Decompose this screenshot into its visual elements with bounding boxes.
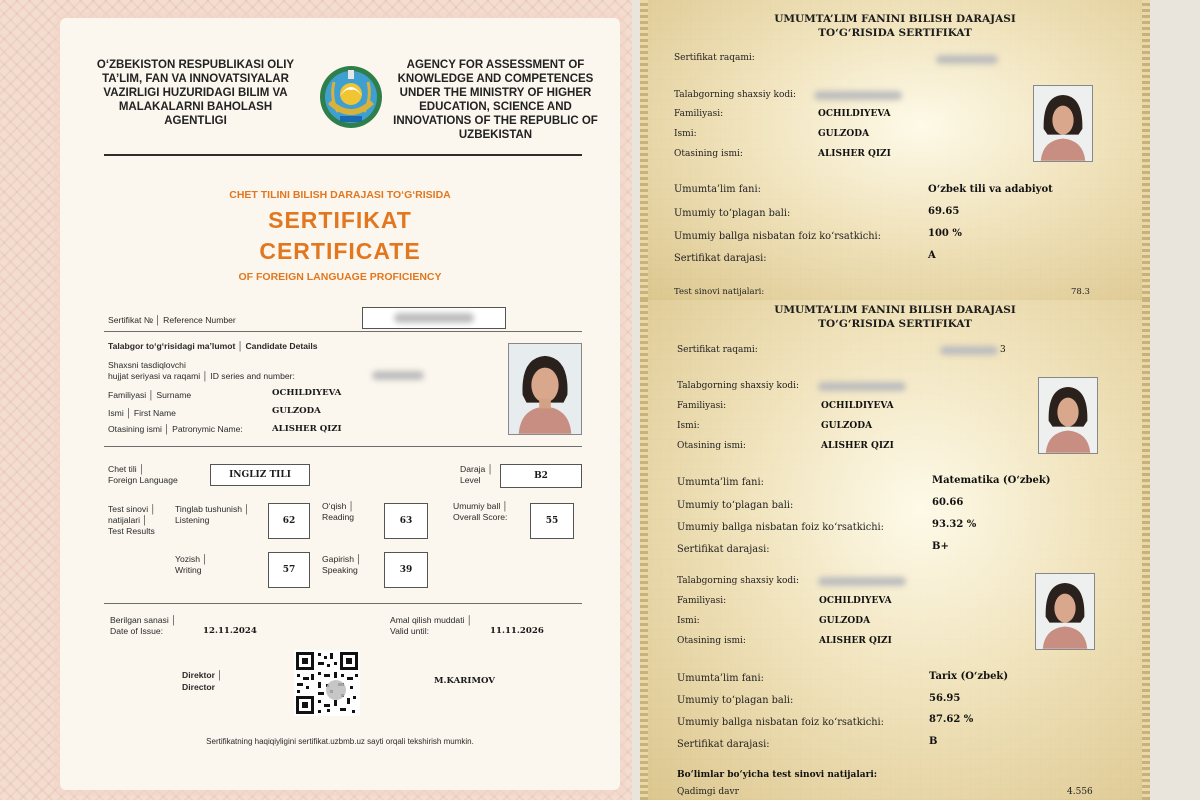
first-name-value: GULZODA [272, 406, 321, 416]
subject-label: Umumta’lim fani: [677, 477, 764, 488]
subject-value: Matematika (O‘zbek) [932, 475, 1051, 486]
certificate-title-line1: UMUMTA’LIM FANINI BILISH DARAJASI [774, 304, 1016, 316]
score-label: Umumiy to‘plagan bali: [674, 208, 791, 219]
surname-label: Familiyasi: [674, 109, 724, 119]
personal-code-redacted-history [818, 577, 906, 586]
percent-value-history: 87.62 % [929, 714, 974, 725]
name-value-history: GULZODA [819, 616, 871, 626]
certificate-title-line2: TO‘G‘RISIDA SERTIFIKAT [818, 318, 972, 330]
candidate-photo [1038, 377, 1098, 454]
reading-label-line2: Reading [322, 512, 355, 522]
score-value: 69.65 [928, 206, 960, 217]
personal-code-redacted [814, 91, 902, 100]
overall-label-line1: Umumiy ball │ [453, 501, 509, 511]
cert-number-label: Sertifikat raqami: [674, 53, 755, 63]
id-number-redacted [372, 371, 424, 380]
level-value: B+ [932, 541, 949, 552]
surname-label-history: Familiyasi: [677, 596, 727, 606]
certificate-subtitle-top: CHET TILINI BILISH DARAJASI TO‘G‘RISIDA [229, 189, 451, 201]
director-label-line1: Direktor │ [182, 670, 223, 680]
writing-score: 57 [268, 552, 310, 588]
language-label-line2: Foreign Language [108, 475, 178, 485]
level-value-history: B [929, 736, 938, 747]
valid-until-value: 11.11.2026 [490, 626, 544, 636]
header-uzbek: O‘ZBEKISTON RESPUBLIKASI OLIY TA’LIM, FAN VA INNOVATSIYALAR VAZIRLIGI HUZURIDAGI BILIM VA MALAKALARNI BAHOLASH AGENTLIGI [96, 59, 295, 127]
patronymic-label-history: Otasining ismi: [677, 636, 746, 646]
id-label-line2: hujjat seriyasi va raqami │ ID series and number: [108, 371, 295, 381]
patronymic-label: Otasining ismi: [677, 441, 746, 451]
speaking-score: 39 [384, 552, 428, 588]
subject-label-history: Umumta’lim fani: [677, 673, 764, 684]
first-name-label: Ismi │ First Name [108, 408, 176, 418]
verification-footer: Sertifikatning haqiqiyligini sertifikat.uzbmb.uz sayti orqali tekshirish mumkin. [206, 737, 474, 746]
surname-value: OCHILDIYEVA [272, 388, 342, 398]
language-label-line1: Chet tili │ [108, 464, 145, 474]
percent-value: 100 % [928, 228, 962, 239]
cert-number-redacted [940, 346, 998, 355]
director-label-line2: Director [182, 682, 215, 692]
valid-until-label-line2: Valid until: [390, 626, 430, 636]
listening-label-line2: Listening [175, 515, 210, 525]
patronymic-value: ALISHER QIZI [821, 441, 894, 451]
candidate-details-label: Talabgor to‘g‘risidagi ma’lumot │ Candidate Details [108, 341, 318, 351]
overall-label-line2: Overall Score: [453, 512, 508, 522]
sections-results-label: Bo‘limlar bo‘yicha test sinovi natijalari: [677, 770, 878, 780]
score-value-history: 56.95 [929, 693, 961, 704]
results-label-line2: natijalari │ [108, 515, 148, 525]
issue-date-value: 12.11.2024 [203, 626, 257, 636]
surname-label: Familiyasi: [677, 401, 727, 411]
reference-number-label: Sertifikat № │ Reference Number [108, 315, 236, 325]
subject-value-history: Tarix (O‘zbek) [929, 671, 1009, 682]
personal-code-label-history: Talabgorning shaxsiy kodi: [677, 576, 800, 586]
reading-score: 63 [384, 503, 428, 539]
issue-date-label-line2: Date of Issue: [110, 626, 164, 636]
surname-label: Familiyasi │ Surname [108, 390, 192, 400]
percent-value: 93.32 % [932, 519, 977, 530]
certificate-title-line2: TO‘G‘RISIDA SERTIFIKAT [818, 27, 972, 39]
percent-label-history: Umumiy ballga nisbatan foiz ko‘rsatkichi: [677, 717, 884, 728]
subject-certificate-uzbek-literature [640, 0, 1150, 300]
patronymic-value: ALISHER QIZI [818, 149, 891, 159]
percent-label: Umumiy ballga nisbatan foiz ko‘rsatkichi: [674, 231, 881, 242]
results-label-line3: Test Results [108, 526, 155, 536]
name-label: Ismi: [674, 129, 697, 139]
surname-value-history: OCHILDIYEVA [819, 596, 892, 606]
level-label-line2: Level [460, 475, 481, 485]
speaking-label-line1: Gapirish │ [322, 554, 362, 564]
candidate-photo [1033, 85, 1093, 162]
certificate-title-uz: SERTIFIKAT [268, 207, 412, 233]
issue-date-label-line1: Berilgan sanasi │ [110, 615, 177, 625]
patronymic-label: Otasining ismi: [674, 149, 743, 159]
name-label: Ismi: [677, 421, 700, 431]
state-emblem-icon [318, 64, 384, 130]
speaking-label-line2: Speaking [322, 565, 358, 575]
certificate-title-en: CERTIFICATE [259, 238, 421, 264]
listening-score: 62 [268, 503, 310, 539]
certificate-subtitle-bottom: OF FOREIGN LANGUAGE PROFICIENCY [238, 271, 442, 283]
surname-value: OCHILDIYEVA [821, 401, 894, 411]
certificate-title-line1: UMUMTA’LIM FANINI BILISH DARAJASI [774, 13, 1016, 25]
level-value: A [928, 250, 936, 261]
candidate-divider [104, 446, 582, 447]
results-divider [104, 603, 582, 604]
personal-code-label: Talabgorning shaxsiy kodi: [674, 90, 797, 100]
certificate-paper [60, 18, 620, 790]
patronymic-value-history: ALISHER QIZI [819, 636, 892, 646]
cert-number-label: Sertifikat raqami: [677, 345, 758, 355]
level-label: Sertifikat darajasi: [677, 544, 770, 555]
level-value: B2 [500, 464, 582, 488]
test-result-label: Test sinovi natijalari: [674, 287, 765, 297]
reference-number-redacted [394, 313, 474, 323]
score-label: Umumiy to‘plagan bali: [677, 500, 794, 511]
subject-label: Umumta’lim fani: [674, 184, 761, 195]
results-label-line1: Test sinovi │ [108, 504, 156, 514]
writing-label-line2: Writing [175, 565, 202, 575]
personal-code-redacted [818, 382, 906, 391]
language-value: INGLIZ TILI [210, 464, 310, 486]
reference-divider [104, 331, 582, 332]
level-label: Sertifikat darajasi: [674, 253, 767, 264]
name-value: GULZODA [821, 421, 873, 431]
percent-label: Umumiy ballga nisbatan foiz ko‘rsatkichi: [677, 522, 884, 533]
qr-code-icon [294, 650, 360, 716]
name-label-history: Ismi: [677, 616, 700, 626]
overall-score: 55 [530, 503, 574, 539]
listening-label-line1: Tinglab tushunish │ [175, 504, 250, 514]
level-label-line1: Daraja │ [460, 464, 494, 474]
header-divider [104, 154, 582, 156]
section-1-label: Qadimgi davr [677, 787, 739, 797]
surname-value: OCHILDIYEVA [818, 109, 891, 119]
test-result-value: 78.3 [1071, 287, 1090, 297]
writing-label-line1: Yozish │ [175, 554, 208, 564]
name-value: GULZODA [818, 129, 870, 139]
director-name: M.KARIMOV [434, 676, 495, 686]
reading-label-line1: O‘qish │ [322, 501, 355, 511]
subject-value: O‘zbek tili va adabiyot [928, 184, 1053, 195]
patronymic-value: ALISHER QIZI [272, 424, 342, 434]
section-1-value: 4.556 [1067, 787, 1093, 797]
id-label-line1: Shaxsni tasdiqlovchi [108, 360, 186, 370]
cert-number-redacted [936, 55, 998, 64]
header-english: AGENCY FOR ASSESSMENT OF KNOWLEDGE AND COMPETENCES UNDER THE MINISTRY OF HIGHER EDUCATION, SCIENCE AND INNOVATIONS OF THE REPUBLIC OF UZBEKISTAN [393, 59, 598, 141]
personal-code-label: Talabgorning shaxsiy kodi: [677, 381, 800, 391]
level-label-history: Sertifikat darajasi: [677, 739, 770, 750]
candidate-photo-history [1035, 573, 1095, 650]
score-value: 60.66 [932, 497, 964, 508]
reference-number-field [362, 307, 506, 329]
score-label-history: Umumiy to‘plagan bali: [677, 695, 794, 706]
patronymic-label: Otasining ismi │ Patronymic Name: [108, 424, 243, 434]
valid-until-label-line1: Amal qilish muddati │ [390, 615, 473, 625]
candidate-photo [508, 343, 582, 435]
cert-number-visible-digit: 3 [1000, 345, 1006, 355]
subject-certificate-math-history [640, 300, 1150, 800]
